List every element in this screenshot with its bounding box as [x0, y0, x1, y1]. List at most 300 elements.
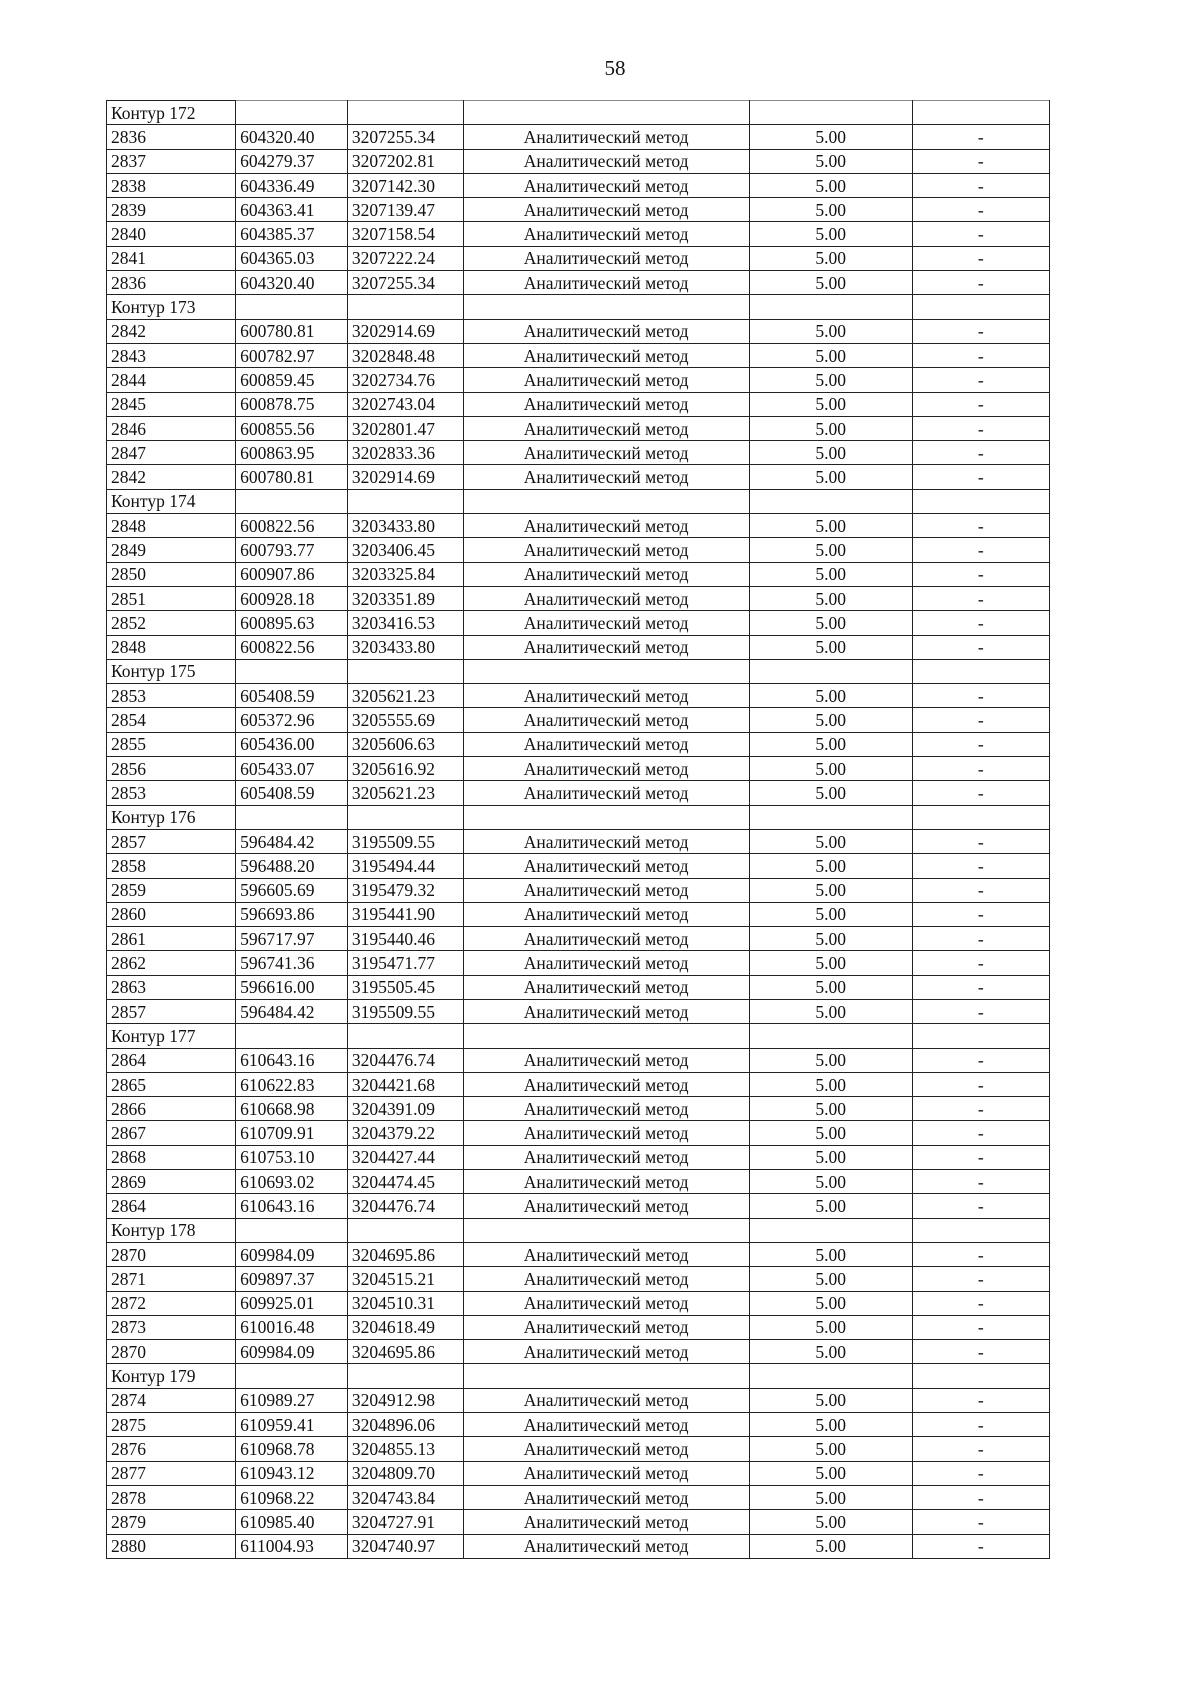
point-number-cell: 2842: [107, 465, 236, 489]
y-coordinate-cell: 3207142.30: [347, 173, 463, 197]
y-coordinate-cell: 3203433.80: [347, 514, 463, 538]
accuracy-cell: 5.00: [749, 1170, 912, 1194]
y-coordinate-cell: 3203433.80: [347, 635, 463, 659]
empty-cell: [347, 1364, 463, 1388]
table-row: [107, 1291, 1050, 1315]
y-coordinate-cell: 3204618.49: [347, 1315, 463, 1339]
point-number-cell: 2836: [107, 271, 236, 295]
accuracy-cell: 5.00: [749, 1315, 912, 1339]
point-number-cell: 2851: [107, 586, 236, 610]
table-row: [107, 1388, 1050, 1412]
empty-cell: [347, 659, 463, 683]
x-coordinate-cell: 605436.00: [236, 732, 348, 756]
contour-title: Контур 173: [107, 295, 236, 319]
note-cell: -: [912, 975, 1049, 999]
x-coordinate-cell: 604320.40: [236, 125, 348, 149]
note-cell: -: [912, 562, 1049, 586]
accuracy-cell: 5.00: [749, 975, 912, 999]
empty-cell: [749, 805, 912, 829]
x-coordinate-cell: 600895.63: [236, 611, 348, 635]
empty-cell: [347, 1024, 463, 1048]
table-row: [107, 1121, 1050, 1145]
point-number-cell: 2858: [107, 854, 236, 878]
contour-header-row: [107, 805, 1050, 829]
note-cell: -: [912, 125, 1049, 149]
table-row: [107, 1413, 1050, 1437]
y-coordinate-cell: 3204695.86: [347, 1340, 463, 1364]
x-coordinate-cell: 600780.81: [236, 465, 348, 489]
empty-cell: [463, 1364, 749, 1388]
point-number-cell: 2878: [107, 1485, 236, 1509]
point-number-cell: 2844: [107, 368, 236, 392]
table-row: [107, 1194, 1050, 1218]
accuracy-cell: 5.00: [749, 757, 912, 781]
x-coordinate-cell: 604279.37: [236, 149, 348, 173]
note-cell: -: [912, 319, 1049, 343]
y-coordinate-cell: 3204476.74: [347, 1194, 463, 1218]
x-coordinate-cell: 596484.42: [236, 829, 348, 853]
accuracy-cell: 5.00: [749, 125, 912, 149]
method-cell: Аналитический метод: [463, 149, 749, 173]
accuracy-cell: 5.00: [749, 878, 912, 902]
table-row: [107, 781, 1050, 805]
y-coordinate-cell: 3204912.98: [347, 1388, 463, 1412]
point-number-cell: 2877: [107, 1461, 236, 1485]
point-number-cell: 2842: [107, 319, 236, 343]
y-coordinate-cell: 3203325.84: [347, 562, 463, 586]
table-row: [107, 319, 1050, 343]
x-coordinate-cell: 605433.07: [236, 757, 348, 781]
table-row: [107, 684, 1050, 708]
method-cell: Аналитический метод: [463, 1267, 749, 1291]
table-row: [107, 708, 1050, 732]
accuracy-cell: 5.00: [749, 1437, 912, 1461]
y-coordinate-cell: 3195471.77: [347, 951, 463, 975]
point-number-cell: 2849: [107, 538, 236, 562]
accuracy-cell: 5.00: [749, 538, 912, 562]
method-cell: Аналитический метод: [463, 1194, 749, 1218]
method-cell: Аналитический метод: [463, 343, 749, 367]
contour-header-row: [107, 1364, 1050, 1388]
method-cell: Аналитический метод: [463, 1097, 749, 1121]
y-coordinate-cell: 3204743.84: [347, 1485, 463, 1509]
accuracy-cell: 5.00: [749, 927, 912, 951]
method-cell: Аналитический метод: [463, 465, 749, 489]
point-number-cell: 2868: [107, 1145, 236, 1169]
x-coordinate-cell: 600780.81: [236, 319, 348, 343]
point-number-cell: 2875: [107, 1413, 236, 1437]
y-coordinate-cell: 3204727.91: [347, 1510, 463, 1534]
x-coordinate-cell: 596616.00: [236, 975, 348, 999]
note-cell: -: [912, 173, 1049, 197]
note-cell: -: [912, 465, 1049, 489]
empty-cell: [749, 295, 912, 319]
x-coordinate-cell: 610016.48: [236, 1315, 348, 1339]
method-cell: Аналитический метод: [463, 271, 749, 295]
note-cell: -: [912, 441, 1049, 465]
point-number-cell: 2870: [107, 1340, 236, 1364]
y-coordinate-cell: 3204474.45: [347, 1170, 463, 1194]
empty-cell: [347, 101, 463, 125]
point-number-cell: 2859: [107, 878, 236, 902]
accuracy-cell: 5.00: [749, 368, 912, 392]
x-coordinate-cell: 600855.56: [236, 416, 348, 440]
y-coordinate-cell: 3205606.63: [347, 732, 463, 756]
y-coordinate-cell: 3195505.45: [347, 975, 463, 999]
table-row: [107, 611, 1050, 635]
note-cell: -: [912, 781, 1049, 805]
x-coordinate-cell: 610968.22: [236, 1485, 348, 1509]
point-number-cell: 2857: [107, 829, 236, 853]
accuracy-cell: 5.00: [749, 1461, 912, 1485]
coordinates-table: [106, 100, 1050, 1559]
method-cell: Аналитический метод: [463, 781, 749, 805]
accuracy-cell: 5.00: [749, 854, 912, 878]
method-cell: Аналитический метод: [463, 1048, 749, 1072]
empty-cell: [236, 1218, 348, 1242]
empty-cell: [463, 659, 749, 683]
x-coordinate-cell: 610989.27: [236, 1388, 348, 1412]
note-cell: -: [912, 1194, 1049, 1218]
method-cell: Аналитический метод: [463, 1340, 749, 1364]
y-coordinate-cell: 3207222.24: [347, 246, 463, 270]
table-row: [107, 173, 1050, 197]
contour-title: Контур 176: [107, 805, 236, 829]
note-cell: -: [912, 1315, 1049, 1339]
empty-cell: [463, 489, 749, 513]
x-coordinate-cell: 610643.16: [236, 1194, 348, 1218]
method-cell: Аналитический метод: [463, 829, 749, 853]
empty-cell: [749, 659, 912, 683]
accuracy-cell: 5.00: [749, 222, 912, 246]
method-cell: Аналитический метод: [463, 586, 749, 610]
point-number-cell: 2838: [107, 173, 236, 197]
method-cell: Аналитический метод: [463, 562, 749, 586]
empty-cell: [912, 295, 1049, 319]
point-number-cell: 2848: [107, 514, 236, 538]
table-row: [107, 368, 1050, 392]
y-coordinate-cell: 3202914.69: [347, 465, 463, 489]
note-cell: -: [912, 1170, 1049, 1194]
x-coordinate-cell: 610968.78: [236, 1437, 348, 1461]
method-cell: Аналитический метод: [463, 319, 749, 343]
table-row: [107, 1145, 1050, 1169]
empty-cell: [463, 295, 749, 319]
method-cell: Аналитический метод: [463, 222, 749, 246]
empty-cell: [912, 805, 1049, 829]
method-cell: Аналитический метод: [463, 1242, 749, 1266]
note-cell: -: [912, 1534, 1049, 1558]
x-coordinate-cell: 610668.98: [236, 1097, 348, 1121]
method-cell: Аналитический метод: [463, 1461, 749, 1485]
x-coordinate-cell: 609984.09: [236, 1340, 348, 1364]
empty-cell: [347, 489, 463, 513]
method-cell: Аналитический метод: [463, 1170, 749, 1194]
method-cell: Аналитический метод: [463, 1315, 749, 1339]
table-row: [107, 1072, 1050, 1096]
accuracy-cell: 5.00: [749, 1534, 912, 1558]
x-coordinate-cell: 610985.40: [236, 1510, 348, 1534]
accuracy-cell: 5.00: [749, 416, 912, 440]
table-row: [107, 392, 1050, 416]
contour-header-row: [107, 489, 1050, 513]
table-row: [107, 927, 1050, 951]
point-number-cell: 2850: [107, 562, 236, 586]
note-cell: -: [912, 1267, 1049, 1291]
point-number-cell: 2880: [107, 1534, 236, 1558]
point-number-cell: 2871: [107, 1267, 236, 1291]
table-row: [107, 878, 1050, 902]
empty-cell: [912, 1218, 1049, 1242]
note-cell: -: [912, 1048, 1049, 1072]
y-coordinate-cell: 3207139.47: [347, 198, 463, 222]
empty-cell: [749, 101, 912, 125]
y-coordinate-cell: 3195440.46: [347, 927, 463, 951]
method-cell: Аналитический метод: [463, 635, 749, 659]
accuracy-cell: 5.00: [749, 198, 912, 222]
point-number-cell: 2863: [107, 975, 236, 999]
note-cell: -: [912, 854, 1049, 878]
empty-cell: [912, 101, 1049, 125]
x-coordinate-cell: 596484.42: [236, 999, 348, 1023]
y-coordinate-cell: 3204391.09: [347, 1097, 463, 1121]
x-coordinate-cell: 605408.59: [236, 684, 348, 708]
table-row: [107, 465, 1050, 489]
contour-header-row: [107, 295, 1050, 319]
point-number-cell: 2839: [107, 198, 236, 222]
table-row: [107, 1097, 1050, 1121]
method-cell: Аналитический метод: [463, 1121, 749, 1145]
empty-cell: [347, 805, 463, 829]
empty-cell: [912, 1024, 1049, 1048]
contour-title: Контур 172: [107, 101, 236, 125]
x-coordinate-cell: 604365.03: [236, 246, 348, 270]
note-cell: -: [912, 1291, 1049, 1315]
point-number-cell: 2870: [107, 1242, 236, 1266]
empty-cell: [236, 489, 348, 513]
x-coordinate-cell: 600793.77: [236, 538, 348, 562]
note-cell: -: [912, 635, 1049, 659]
y-coordinate-cell: 3202734.76: [347, 368, 463, 392]
accuracy-cell: 5.00: [749, 611, 912, 635]
accuracy-cell: 5.00: [749, 999, 912, 1023]
note-cell: -: [912, 368, 1049, 392]
method-cell: Аналитический метод: [463, 999, 749, 1023]
table-row: [107, 416, 1050, 440]
empty-cell: [463, 101, 749, 125]
table-row: [107, 1242, 1050, 1266]
table-row: [107, 1534, 1050, 1558]
table-row: [107, 732, 1050, 756]
y-coordinate-cell: 3195441.90: [347, 902, 463, 926]
y-coordinate-cell: 3204476.74: [347, 1048, 463, 1072]
table-row: [107, 951, 1050, 975]
empty-cell: [749, 489, 912, 513]
point-number-cell: 2860: [107, 902, 236, 926]
table-row: [107, 1267, 1050, 1291]
method-cell: Аналитический метод: [463, 902, 749, 926]
point-number-cell: 2869: [107, 1170, 236, 1194]
empty-cell: [236, 805, 348, 829]
contour-header-row: [107, 101, 1050, 125]
contour-title: Контур 178: [107, 1218, 236, 1242]
coordinates-table-body: [107, 101, 1050, 1559]
y-coordinate-cell: 3195494.44: [347, 854, 463, 878]
accuracy-cell: 5.00: [749, 441, 912, 465]
note-cell: -: [912, 1413, 1049, 1437]
accuracy-cell: 5.00: [749, 149, 912, 173]
note-cell: -: [912, 1242, 1049, 1266]
method-cell: Аналитический метод: [463, 684, 749, 708]
empty-cell: [236, 295, 348, 319]
note-cell: -: [912, 732, 1049, 756]
x-coordinate-cell: 610643.16: [236, 1048, 348, 1072]
note-cell: -: [912, 538, 1049, 562]
y-coordinate-cell: 3204510.31: [347, 1291, 463, 1315]
contour-title: Контур 174: [107, 489, 236, 513]
x-coordinate-cell: 596488.20: [236, 854, 348, 878]
method-cell: Аналитический метод: [463, 1291, 749, 1315]
x-coordinate-cell: 609925.01: [236, 1291, 348, 1315]
y-coordinate-cell: 3203406.45: [347, 538, 463, 562]
empty-cell: [912, 659, 1049, 683]
accuracy-cell: 5.00: [749, 562, 912, 586]
note-cell: -: [912, 757, 1049, 781]
accuracy-cell: 5.00: [749, 1510, 912, 1534]
empty-cell: [749, 1364, 912, 1388]
point-number-cell: 2846: [107, 416, 236, 440]
y-coordinate-cell: 3207202.81: [347, 149, 463, 173]
accuracy-cell: 5.00: [749, 246, 912, 270]
table-row: [107, 586, 1050, 610]
x-coordinate-cell: 610709.91: [236, 1121, 348, 1145]
x-coordinate-cell: 600822.56: [236, 514, 348, 538]
accuracy-cell: 5.00: [749, 271, 912, 295]
x-coordinate-cell: 604320.40: [236, 271, 348, 295]
method-cell: Аналитический метод: [463, 732, 749, 756]
note-cell: -: [912, 1510, 1049, 1534]
method-cell: Аналитический метод: [463, 441, 749, 465]
note-cell: -: [912, 343, 1049, 367]
method-cell: Аналитический метод: [463, 392, 749, 416]
method-cell: Аналитический метод: [463, 1413, 749, 1437]
table-row: [107, 757, 1050, 781]
x-coordinate-cell: 609984.09: [236, 1242, 348, 1266]
note-cell: -: [912, 829, 1049, 853]
y-coordinate-cell: 3207255.34: [347, 125, 463, 149]
y-coordinate-cell: 3204379.22: [347, 1121, 463, 1145]
method-cell: Аналитический метод: [463, 975, 749, 999]
accuracy-cell: 5.00: [749, 781, 912, 805]
point-number-cell: 2848: [107, 635, 236, 659]
method-cell: Аналитический метод: [463, 125, 749, 149]
note-cell: -: [912, 1340, 1049, 1364]
y-coordinate-cell: 3204427.44: [347, 1145, 463, 1169]
point-number-cell: 2836: [107, 125, 236, 149]
point-number-cell: 2856: [107, 757, 236, 781]
y-coordinate-cell: 3205555.69: [347, 708, 463, 732]
y-coordinate-cell: 3204809.70: [347, 1461, 463, 1485]
method-cell: Аналитический метод: [463, 878, 749, 902]
y-coordinate-cell: 3204515.21: [347, 1267, 463, 1291]
point-number-cell: 2864: [107, 1048, 236, 1072]
point-number-cell: 2843: [107, 343, 236, 367]
x-coordinate-cell: 610753.10: [236, 1145, 348, 1169]
method-cell: Аналитический метод: [463, 1510, 749, 1534]
y-coordinate-cell: 3207158.54: [347, 222, 463, 246]
note-cell: -: [912, 392, 1049, 416]
y-coordinate-cell: 3203351.89: [347, 586, 463, 610]
contour-title: Контур 175: [107, 659, 236, 683]
x-coordinate-cell: 610622.83: [236, 1072, 348, 1096]
point-number-cell: 2853: [107, 781, 236, 805]
x-coordinate-cell: 596605.69: [236, 878, 348, 902]
table-row: [107, 246, 1050, 270]
method-cell: Аналитический метод: [463, 246, 749, 270]
empty-cell: [236, 1364, 348, 1388]
empty-cell: [236, 659, 348, 683]
x-coordinate-cell: 600878.75: [236, 392, 348, 416]
accuracy-cell: 5.00: [749, 1072, 912, 1096]
method-cell: Аналитический метод: [463, 1072, 749, 1096]
note-cell: -: [912, 1145, 1049, 1169]
method-cell: Аналитический метод: [463, 1485, 749, 1509]
note-cell: -: [912, 1388, 1049, 1412]
point-number-cell: 2867: [107, 1121, 236, 1145]
accuracy-cell: 5.00: [749, 1048, 912, 1072]
page-number: 58: [604, 56, 626, 80]
empty-cell: [912, 489, 1049, 513]
point-number-cell: 2852: [107, 611, 236, 635]
contour-title: Контур 179: [107, 1364, 236, 1388]
x-coordinate-cell: 600782.97: [236, 343, 348, 367]
empty-cell: [463, 1024, 749, 1048]
method-cell: Аналитический метод: [463, 538, 749, 562]
accuracy-cell: 5.00: [749, 1145, 912, 1169]
contour-title: Контур 177: [107, 1024, 236, 1048]
y-coordinate-cell: 3195509.55: [347, 999, 463, 1023]
table-row: [107, 975, 1050, 999]
accuracy-cell: 5.00: [749, 1267, 912, 1291]
note-cell: -: [912, 999, 1049, 1023]
note-cell: -: [912, 246, 1049, 270]
point-number-cell: 2855: [107, 732, 236, 756]
y-coordinate-cell: 3205621.23: [347, 781, 463, 805]
accuracy-cell: 5.00: [749, 902, 912, 926]
point-number-cell: 2845: [107, 392, 236, 416]
y-coordinate-cell: 3202914.69: [347, 319, 463, 343]
note-cell: -: [912, 1097, 1049, 1121]
empty-cell: [749, 1024, 912, 1048]
x-coordinate-cell: 610943.12: [236, 1461, 348, 1485]
table-row: [107, 125, 1050, 149]
accuracy-cell: 5.00: [749, 684, 912, 708]
note-cell: -: [912, 1437, 1049, 1461]
table-row: [107, 829, 1050, 853]
x-coordinate-cell: 600928.18: [236, 586, 348, 610]
empty-cell: [463, 805, 749, 829]
point-number-cell: 2857: [107, 999, 236, 1023]
point-number-cell: 2865: [107, 1072, 236, 1096]
method-cell: Аналитический метод: [463, 927, 749, 951]
accuracy-cell: 5.00: [749, 392, 912, 416]
y-coordinate-cell: 3205621.23: [347, 684, 463, 708]
note-cell: -: [912, 684, 1049, 708]
note-cell: -: [912, 951, 1049, 975]
empty-cell: [463, 1218, 749, 1242]
y-coordinate-cell: 3207255.34: [347, 271, 463, 295]
method-cell: Аналитический метод: [463, 416, 749, 440]
